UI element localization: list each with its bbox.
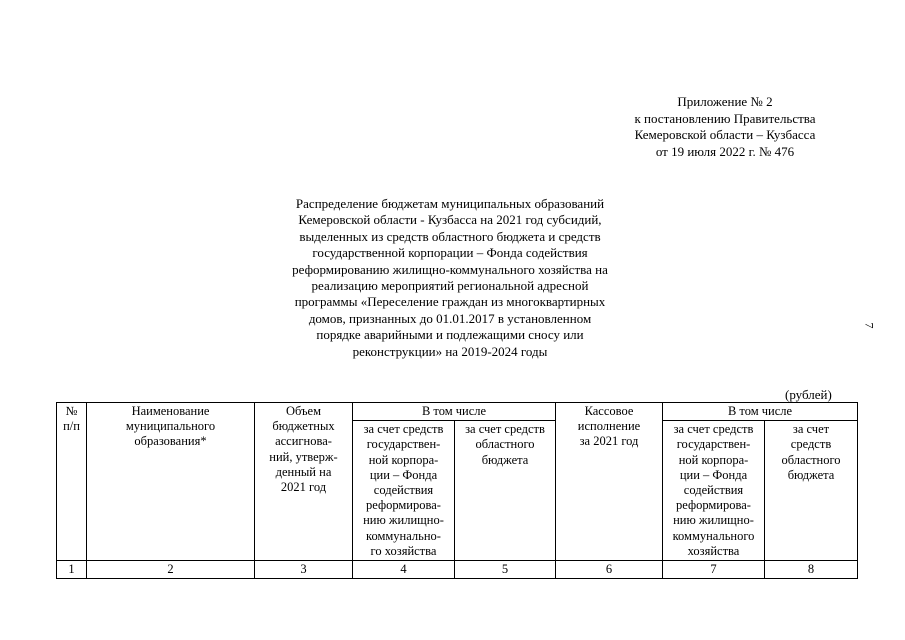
column-number: 6 xyxy=(556,561,663,579)
title-line: программы «Переселение граждан из многоквартирных xyxy=(294,294,606,310)
title-line: выделенных из средств областного бюджета и средств xyxy=(299,228,601,244)
distribution-table xyxy=(56,402,858,579)
column-number-row xyxy=(57,561,858,579)
header-group-including-2: В том числе xyxy=(663,403,858,421)
header-cell-regional-2: за счет средств областного бюджета xyxy=(765,421,858,561)
title-line: Распределение бюджетам муниципальных образований xyxy=(295,196,605,211)
units-label: (рублей) xyxy=(785,387,832,402)
header-cell-fund-2: за счет средств государствен- ной корпора- ции – Фонда содействия реформирова- нию жилищно- коммунального хозяйства xyxy=(663,421,765,561)
header-cell-allocation: Объем бюджетных ассигнова- ний, утверж- денный на 2021 год xyxy=(255,403,353,561)
header-cell-number: № п/п xyxy=(57,403,87,561)
appendix-line: Кемеровской области – Кузбасса xyxy=(634,127,816,142)
column-number: 5 xyxy=(455,561,556,579)
title-line: порядке аварийными и подлежащими сносу или xyxy=(316,327,584,343)
title-line: реконструкции» на 2019-2024 годы xyxy=(352,343,548,359)
header-cell-regional-1: за счет средств областного бюджета xyxy=(455,421,556,561)
title-line: реализацию мероприятий региональной адресной xyxy=(311,278,589,294)
document-title xyxy=(255,196,645,360)
appendix-line: Приложение № 2 xyxy=(677,94,773,109)
column-number: 3 xyxy=(255,561,353,579)
title-line: государственной корпорации – Фонда содействия xyxy=(312,245,588,261)
header-row-1 xyxy=(57,403,858,421)
page-number: 7 xyxy=(862,322,877,329)
title-line: Кемеровской области - Кузбасса на 2021 год субсидий, xyxy=(298,212,602,228)
header-cell-fund-1: за счет средств государствен- ной корпора- ции – Фонда содействия реформирова- нию жилищно- коммунально- го хозяйства xyxy=(353,421,455,561)
header-cell-municipality: Наименование муниципального образования* xyxy=(87,403,255,561)
title-line: реформированию жилищно-коммунального хозяйства на xyxy=(292,261,608,277)
title-line: домов, признанных до 01.01.2017 в установленном xyxy=(308,310,592,326)
appendix-line: к постановлению Правительства xyxy=(634,110,816,126)
column-number: 7 xyxy=(663,561,765,579)
column-number: 1 xyxy=(57,561,87,579)
appendix-line: от 19 июля 2022 г. № 476 xyxy=(655,143,795,159)
appendix-block xyxy=(600,94,850,160)
column-number: 4 xyxy=(353,561,455,579)
column-number: 8 xyxy=(765,561,858,579)
header-cell-execution: Кассовое исполнение за 2021 год xyxy=(556,403,663,561)
header-group-including-1: В том числе xyxy=(353,403,556,421)
column-number: 2 xyxy=(87,561,255,579)
